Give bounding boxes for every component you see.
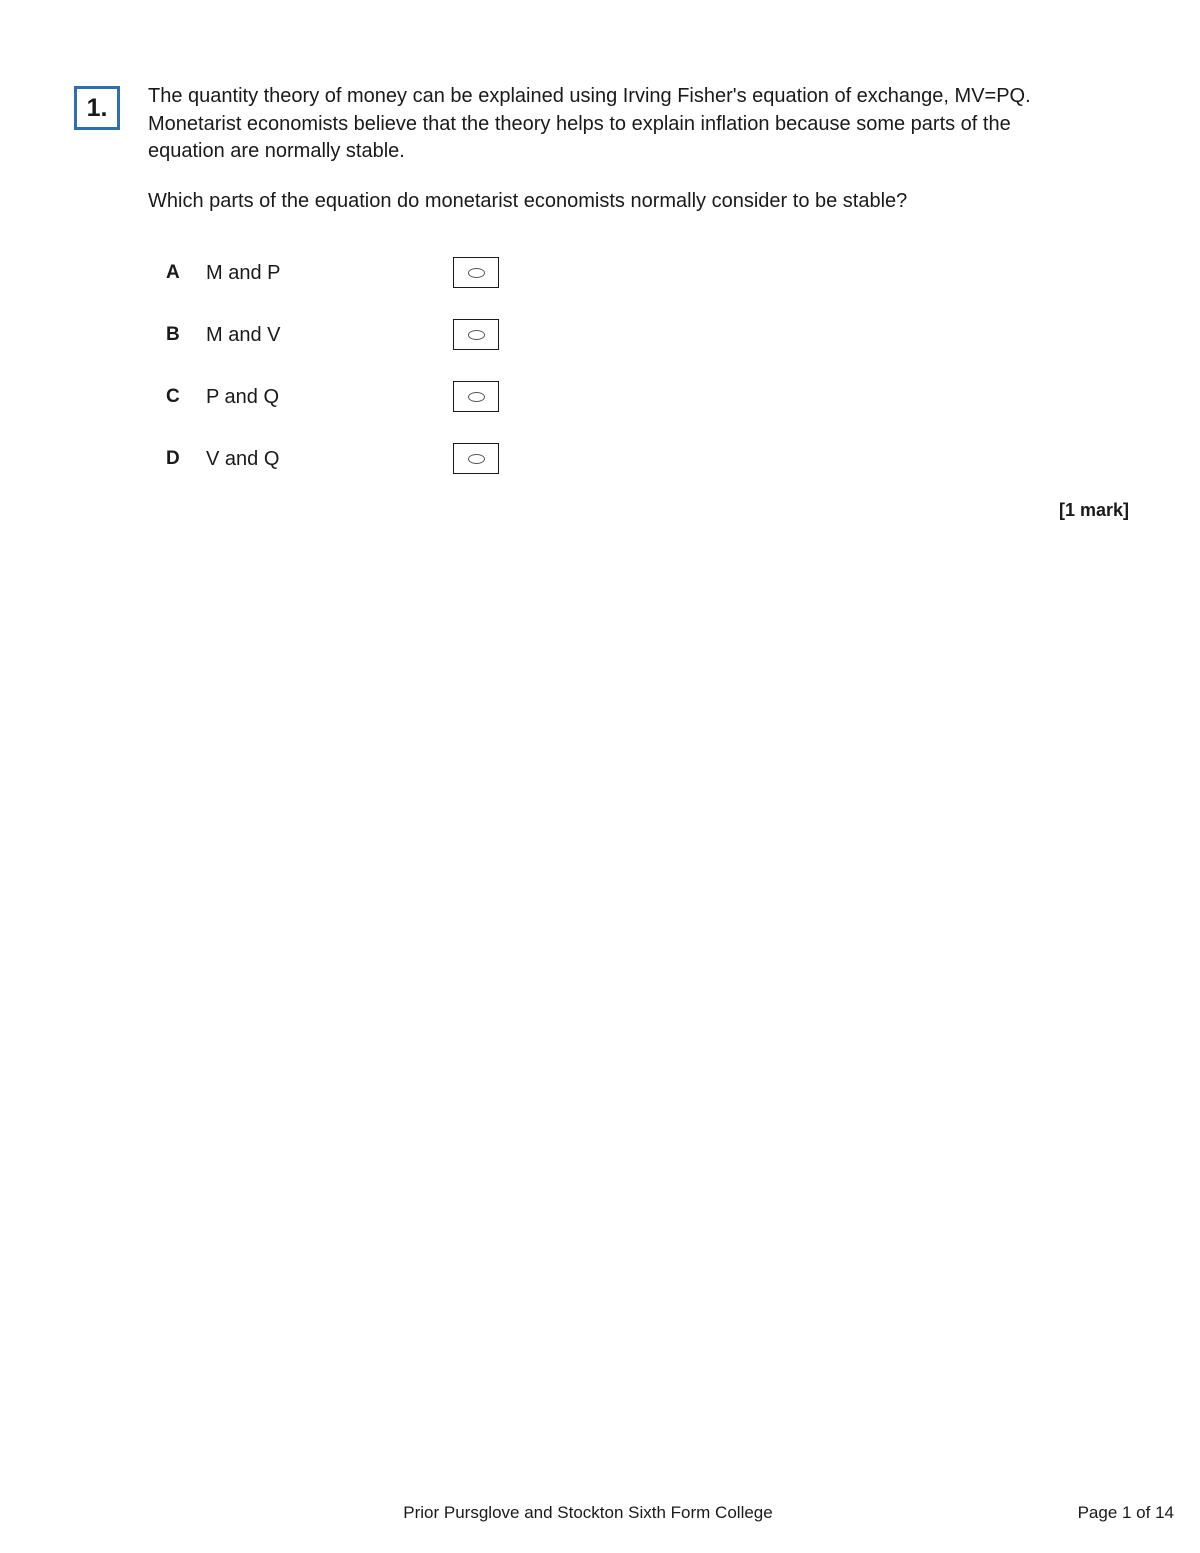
answer-bubble-b[interactable]: [453, 319, 499, 350]
oval-icon: [468, 392, 485, 402]
question-stem: The quantity theory of money can be explained using Irving Fisher's equation of exchange, MV=PQ. Monetarist economists believe that the theory helps to explain inflation because some parts of the equation are normally stable.: [148, 85, 1031, 162]
question-number-box: [74, 86, 120, 130]
option-letter: B: [166, 324, 180, 345]
option-letter: C: [166, 386, 180, 407]
option-text: M and P: [206, 261, 281, 284]
answer-bubble-c[interactable]: [453, 381, 499, 412]
option-d: [166, 443, 506, 475]
option-a: [166, 257, 506, 289]
option-b: [166, 319, 506, 351]
oval-icon: [468, 454, 485, 464]
option-text: V and Q: [206, 447, 280, 470]
answer-bubble-a[interactable]: [453, 257, 499, 288]
footer-institution: Prior Pursglove and Stockton Sixth Form College: [403, 1503, 773, 1522]
answer-bubble-d[interactable]: [453, 443, 499, 474]
question-number: 1.: [86, 93, 108, 122]
option-letter: A: [166, 262, 180, 283]
option-letter: D: [166, 448, 180, 469]
option-text: P and Q: [206, 385, 280, 408]
oval-icon: [468, 330, 485, 340]
footer-page-number: Page 1 of 14: [1077, 1503, 1174, 1522]
oval-icon: [468, 268, 485, 278]
marks-label: [1 mark]: [1058, 500, 1129, 520]
option-c: [166, 381, 506, 413]
question-prompt: Which parts of the equation do monetarist economists normally consider to be stable?: [148, 190, 908, 212]
option-text: M and V: [206, 323, 281, 346]
